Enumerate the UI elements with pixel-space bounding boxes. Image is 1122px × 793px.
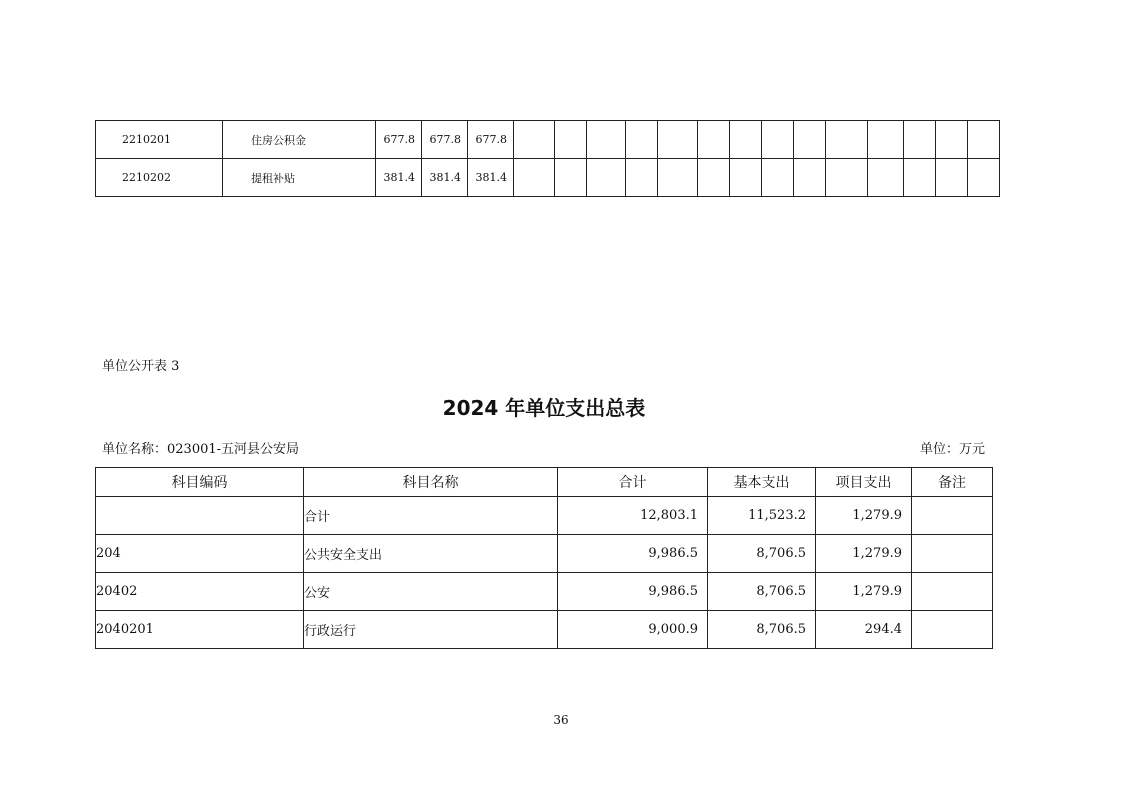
project-cell: 1,279.9 bbox=[816, 497, 912, 535]
header-row bbox=[96, 468, 993, 497]
empty-cell bbox=[826, 159, 868, 197]
note-cell bbox=[912, 573, 993, 611]
unit-name-label: 单位名称： bbox=[102, 442, 168, 457]
empty-cell bbox=[514, 159, 555, 197]
column-header-basic: 基本支出 bbox=[708, 468, 816, 497]
subject-code: 20402 bbox=[96, 573, 304, 611]
column-header-note: 备注 bbox=[912, 468, 993, 497]
empty-cell bbox=[868, 159, 904, 197]
empty-cell bbox=[626, 121, 658, 159]
empty-cell bbox=[555, 159, 587, 197]
basic-cell: 8,706.5 bbox=[708, 573, 816, 611]
empty-cell bbox=[658, 159, 698, 197]
empty-cell bbox=[626, 159, 658, 197]
empty-cell bbox=[826, 121, 868, 159]
empty-cell bbox=[698, 121, 730, 159]
total-cell: 9,000.9 bbox=[558, 611, 708, 649]
subject-code: 2040201 bbox=[96, 611, 304, 649]
basic-cell: 8,706.5 bbox=[708, 611, 816, 649]
amount-cell: 381.4 bbox=[376, 159, 422, 197]
project-cell: 1,279.9 bbox=[816, 573, 912, 611]
table-row bbox=[96, 611, 993, 649]
empty-cell bbox=[658, 121, 698, 159]
amount-cell: 677.8 bbox=[422, 121, 468, 159]
note-cell bbox=[912, 535, 993, 573]
table-row bbox=[96, 535, 993, 573]
subject-name: 合计 bbox=[304, 497, 558, 535]
note-cell bbox=[912, 497, 993, 535]
basic-cell: 8,706.5 bbox=[708, 535, 816, 573]
subject-name: 公共安全支出 bbox=[304, 535, 558, 573]
empty-cell bbox=[555, 121, 587, 159]
subject-name: 行政运行 bbox=[304, 611, 558, 649]
subject-name: 公安 bbox=[304, 573, 558, 611]
total-cell: 9,986.5 bbox=[558, 573, 708, 611]
empty-cell bbox=[868, 121, 904, 159]
empty-cell bbox=[730, 121, 762, 159]
unit-name bbox=[102, 438, 299, 457]
amount-cell: 381.4 bbox=[468, 159, 514, 197]
project-cell: 294.4 bbox=[816, 611, 912, 649]
empty-cell bbox=[587, 159, 626, 197]
empty-cell bbox=[514, 121, 555, 159]
unit-name-value: 023001-五河县公安局 bbox=[167, 442, 300, 457]
subject-code bbox=[96, 497, 304, 535]
empty-cell bbox=[904, 159, 936, 197]
table-row bbox=[96, 497, 993, 535]
column-header-code: 科目编码 bbox=[96, 468, 304, 497]
empty-cell bbox=[968, 159, 1000, 197]
project-cell: 1,279.9 bbox=[816, 535, 912, 573]
page-number: 36 bbox=[553, 713, 569, 727]
empty-cell bbox=[904, 121, 936, 159]
column-header-total: 合计 bbox=[558, 468, 708, 497]
empty-cell bbox=[936, 121, 968, 159]
note-cell bbox=[912, 611, 993, 649]
expenditure-summary-table bbox=[95, 467, 993, 649]
column-header-name: 科目名称 bbox=[304, 468, 558, 497]
unit-measure-label: 单位： bbox=[920, 442, 960, 457]
total-cell: 12,803.1 bbox=[558, 497, 708, 535]
empty-cell bbox=[968, 121, 1000, 159]
basic-cell: 11,523.2 bbox=[708, 497, 816, 535]
subject-code: 204 bbox=[96, 535, 304, 573]
empty-cell bbox=[698, 159, 730, 197]
table-row bbox=[96, 121, 1000, 159]
amount-cell: 677.8 bbox=[468, 121, 514, 159]
page-title: 2024 年单位支出总表 bbox=[442, 396, 646, 420]
table-label: 单位公开表 3 bbox=[102, 359, 180, 374]
empty-cell bbox=[762, 121, 794, 159]
empty-cell bbox=[587, 121, 626, 159]
empty-cell bbox=[730, 159, 762, 197]
subject-name: 住房公积金 bbox=[223, 121, 376, 159]
amount-cell: 677.8 bbox=[376, 121, 422, 159]
empty-cell bbox=[762, 159, 794, 197]
subject-name: 提租补贴 bbox=[223, 159, 376, 197]
empty-cell bbox=[794, 159, 826, 197]
subject-code: 2210202 bbox=[96, 159, 223, 197]
table-row bbox=[96, 573, 993, 611]
empty-cell bbox=[794, 121, 826, 159]
amount-cell: 381.4 bbox=[422, 159, 468, 197]
unit-measure-value: 万元 bbox=[959, 442, 986, 457]
table-row bbox=[96, 159, 1000, 197]
column-header-project: 项目支出 bbox=[816, 468, 912, 497]
total-cell: 9,986.5 bbox=[558, 535, 708, 573]
subject-code: 2210201 bbox=[96, 121, 223, 159]
unit-measure bbox=[920, 438, 985, 457]
empty-cell bbox=[936, 159, 968, 197]
continued-expense-table bbox=[95, 120, 1000, 197]
